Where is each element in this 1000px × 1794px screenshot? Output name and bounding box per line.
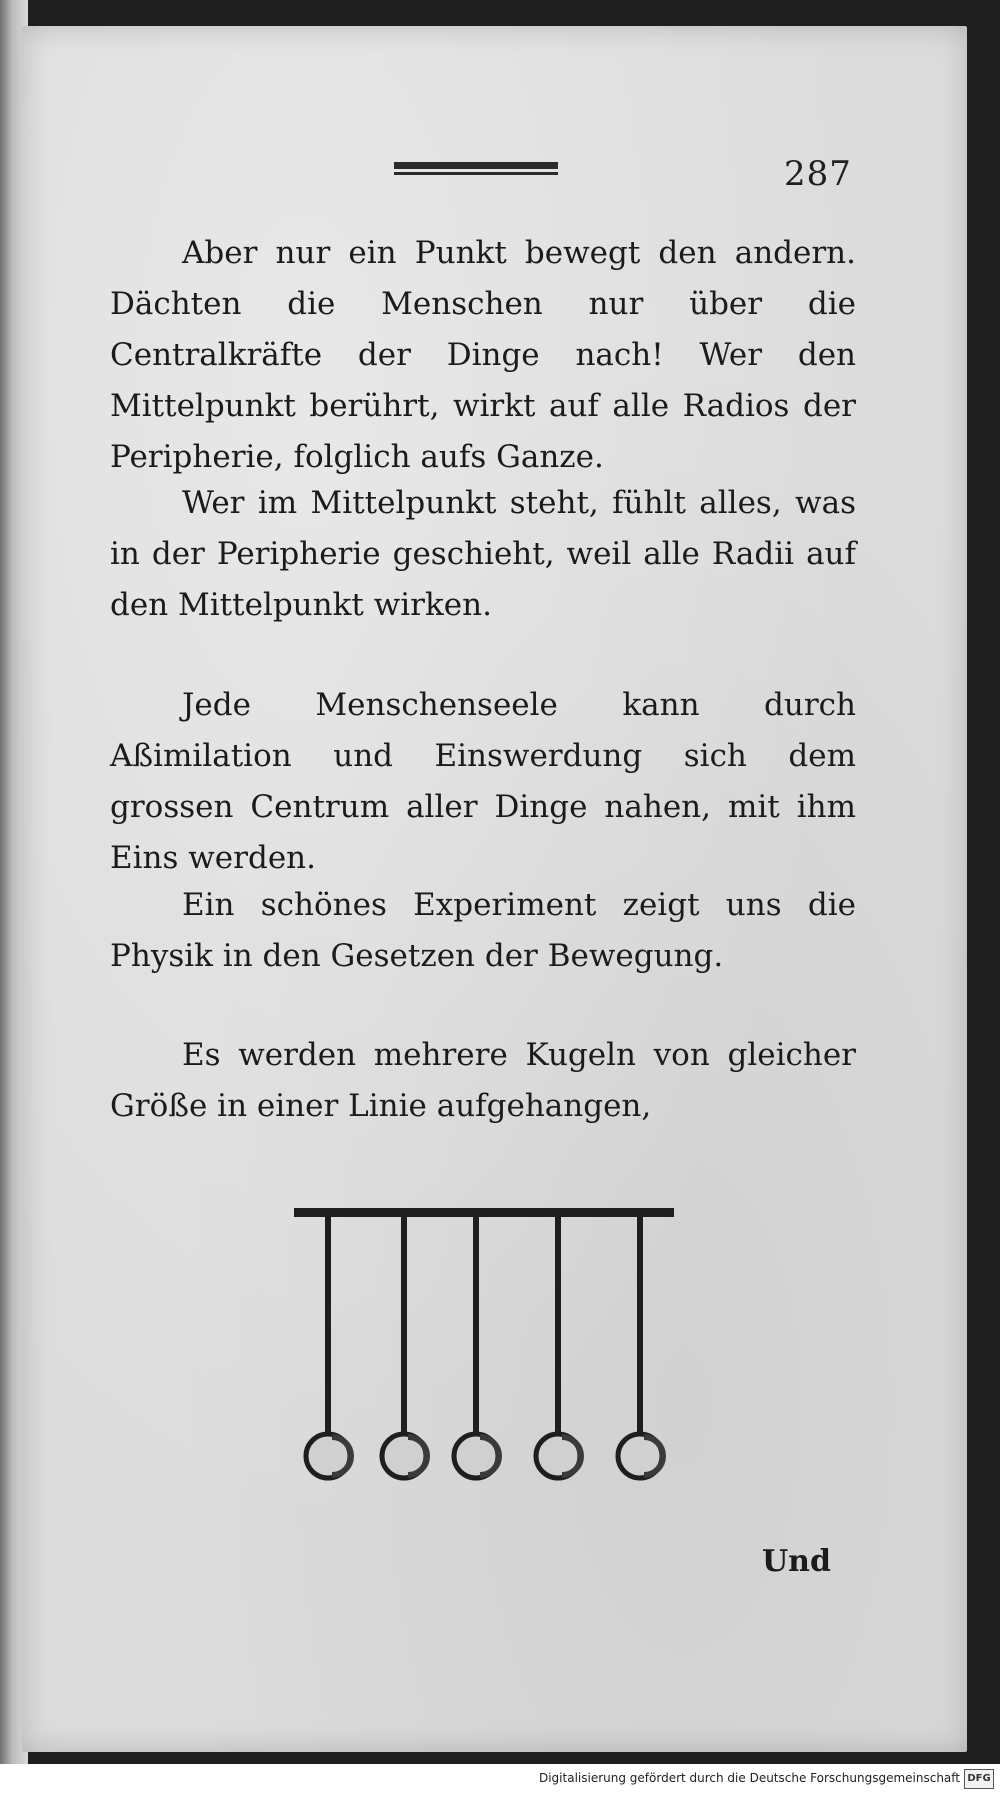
book-page xyxy=(22,26,967,1752)
header-rule-thin xyxy=(394,172,558,175)
header-rule xyxy=(394,162,558,176)
footer-text: Digitalisierung gefördert durch die Deutsche Forschungsgemeinschaft xyxy=(538,1771,960,1785)
catchword: Und xyxy=(762,1544,831,1579)
paragraph-3: Jede Menschenseele kann durch Aßimilation und Einswerdung sich dem grossen Centrum aller Dinge nahen, mit ihm Eins werden. xyxy=(110,687,856,876)
paragraph-1: Aber nur ein Punkt bewegt den andern. Dächten die Menschen nur über die Centralkräfte der Dinge nach! Wer den Mittelpunkt berührt, wirkt auf alle Radios der Peripherie, folglich aufs Ganze. xyxy=(110,235,856,475)
pendulums-group xyxy=(306,1216,663,1478)
suspension-bar xyxy=(294,1208,674,1217)
pendulum-balls-figure xyxy=(292,1196,692,1486)
footer-bar xyxy=(0,1764,1000,1794)
header-rule-thick xyxy=(394,162,558,169)
paragraph-2: Wer im Mittelpunkt steht, fühlt alles, was in der Peripherie geschieht, weil alle Radii auf den Mittelpunkt wirken. xyxy=(110,485,856,623)
paragraph-5: Es werden mehrere Kugeln von gleicher Größe in einer Linie aufgehangen, xyxy=(110,1037,856,1124)
dfg-logo: DFG xyxy=(964,1769,994,1789)
page-number: 287 xyxy=(784,154,852,194)
paragraph-4: Ein schönes Experiment zeigt uns die Physik in den Gesetzen der Bewegung. xyxy=(110,887,856,974)
